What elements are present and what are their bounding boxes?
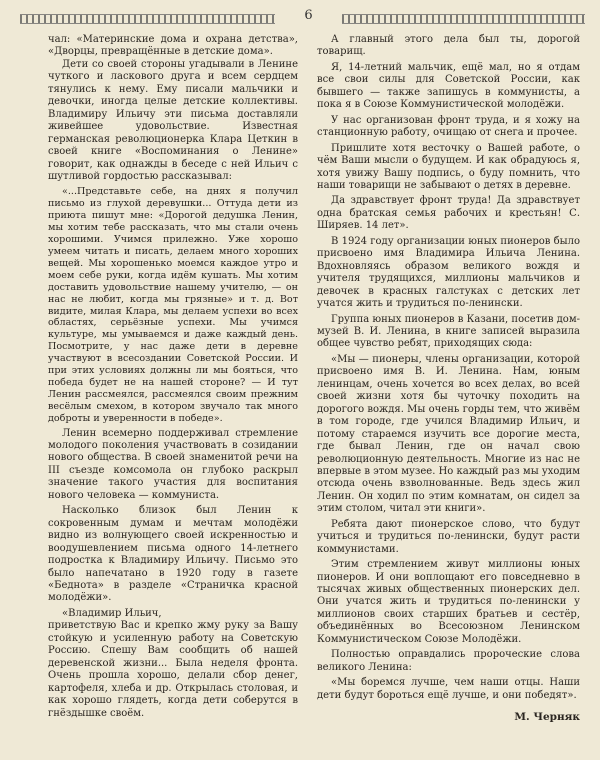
paragraph: «Владимир Ильич,	[62, 607, 162, 619]
paragraph: «Мы — пионеры, члены организации, которой присвоено имя В. И. Ленина. Нам, юным ленинцам, очень хочется во всех делах, во всей своей жизни хотя бы чуточку походить на дорогого вождя. Мы очень горды тем, что живём в том городе, где учился Владимир Ильич, и потому стараемся изучить все дорогие места, где бывал Ленин, где он начал свою революционную деятельность. Многие из нас не впервые в этом музее. Но каждый раз мы уходим отсюда очень взволнованные. Ведь здесь жил Ленин. Он ходил по этим комнатам, он сидел за этим столом, читал эти книги».	[317, 353, 580, 515]
paragraph: В 1924 году организации юных пионеров было присвоено имя Владимира Ильича Ленина. Вдохновляясь образом великого вождя и учителя трудящихся, миллионы мальчиков и девочек в красных галстуках с детских лет учатся жить и трудиться по-ленински.	[317, 235, 580, 310]
paragraph: Группа юных пионеров в Казани, посетив дом-музей В. И. Ленина, в книге записей выразила общее чувство ребят, приходящих сюда:	[317, 313, 580, 350]
paragraph: Этим стремлением живут миллионы юных пионеров. И они воплощают его повседневно в тысячах живых общественных пионерских дел. Они учатся жить и трудиться по-ленински у миллионов своих старших братьев и сестёр, объединённых во Всесоюзном Ленинском Коммунистическом Союзе Молодёжи.	[317, 559, 580, 645]
right-text-column	[317, 34, 580, 702]
paragraph: Ленин всемерно поддерживал стремление молодого поколения участвовать в созидании нового общества. В своей знаменитой речи на III съезде комсомола он глубоко раскрыл значение такого участия для воспитания нового человека — коммуниста.	[48, 427, 298, 501]
page-header	[20, 8, 585, 26]
paragraph: чал: «Материнские дома и охрана детства», «Дворцы, превращённые в детские дома».	[48, 34, 298, 58]
paragraph: Насколько близок был Ленин к сокровенным думам и мечтам молодёжи видно из волнующего своей искренностью и воодушевлением письма одного 14-летнего подростка к Владимиру Ильичу. Письмо это было напечатано в 1920 году в газете «Беднота» в разделе «Страничка красной молодёжи».	[48, 505, 298, 604]
paragraph: Пришлите хотя весточку о Вашей работе, о чём Ваши мысли о будущем. И как обрадуюсь я, хотя увижу Вашу подпись, о буду помнить, что наши товарищи не забывают о детях в деревне.	[317, 142, 580, 191]
paragraph: «...Представьте себе, на днях я получил письмо из глухой деревушки... Оттуда дети из приюта пишут мне: «Дорогой дедушка Ленин, мы хотим тебе рассказать, что мы стали очень хорошими. Учимся прилежно. Уже хорошо умеем читать и писать, делаем много хороших вещей. Мы хорошенько моемся каждое утро и моем себе руки, когда идём кушать. Мы хотим доставить удовольствие нашему учителю, — он нас не любит, когда мы грязные» и т. д. Вот видите, милая Клара, мы делаем успехи во всех областях, серьёзные успехи. Мы учимся культуре, мы умываемся и даже каждый день. Посмотрите, у нас даже дети в деревне участвуют в всесоздании Советской России. И при этих условиях должны ли мы бояться, что победа будет не на нашей стороне? — И тут Ленин рассмеялся, рассмеялся своим прежним весёлым смехом, в котором звучало так много доброты и уверенности в победе».	[48, 186, 298, 424]
paragraph: приветствую Вас и крепко жму руку за Вашу стойкую и усиленную работу на Советскую Россию. Спешу Вам сообщить об нашей деревенской жизни... Была неделя фронта. Очень прошла хорошо, делали сбор денег, картофеля, хлеба и др. Открылась столовая, и как хорошо глядеть, когда дети соберутся в гнёздышке своём.	[48, 620, 298, 719]
paragraph: А главный этого дела был ты, дорогой товарищ.	[317, 34, 580, 58]
left-text-column	[48, 34, 298, 720]
paragraph: Дети со своей стороны угадывали в Ленине чуткого и ласкового друга и всем сердцем тянулись к нему. Ему писали мальчики и девочки, иногда целые детские коллективы. Владимиру Ильичу эти письма доставляли живейшее удовольствие. Известная германская революционерка Клара Цеткин в своей книге «Воспоминания о Ленине» говорит, как однажды в беседе с ней Ильич с шутливой гордостью рассказывал:	[48, 58, 298, 182]
page-number: 6	[304, 8, 313, 23]
paragraph: Полностью оправдались пророческие слова великого Ленина:	[317, 649, 580, 673]
paragraph: «Мы боремся лучше, чем наши отцы. Наши дети будут бороться ещё лучше, и они победят».	[317, 677, 580, 701]
paragraph: Ребята дают пионерское слово, что будут учиться и трудиться по-ленински, будут расти коммунистами.	[317, 518, 580, 555]
author-signature: М. Черняк	[514, 711, 580, 723]
paragraph: У нас организован фронт труда, и я хожу на станционную работу, очищаю от снега и прочее.	[317, 114, 580, 139]
header-ornament-right	[342, 14, 585, 24]
paragraph: Да здравствует фронт труда! Да здравствует одна братская семья рабочих и крестьян! С. Ширяев. 14 лет».	[317, 195, 580, 232]
header-ornament-left	[20, 14, 275, 24]
paragraph: Я, 14-летний мальчик, ещё мал, но я отдам все свои силы для Советской России, как бывшего — также запишусь в коммунисты, а пока я в Союзе Коммунистической молодёжи.	[317, 61, 580, 111]
